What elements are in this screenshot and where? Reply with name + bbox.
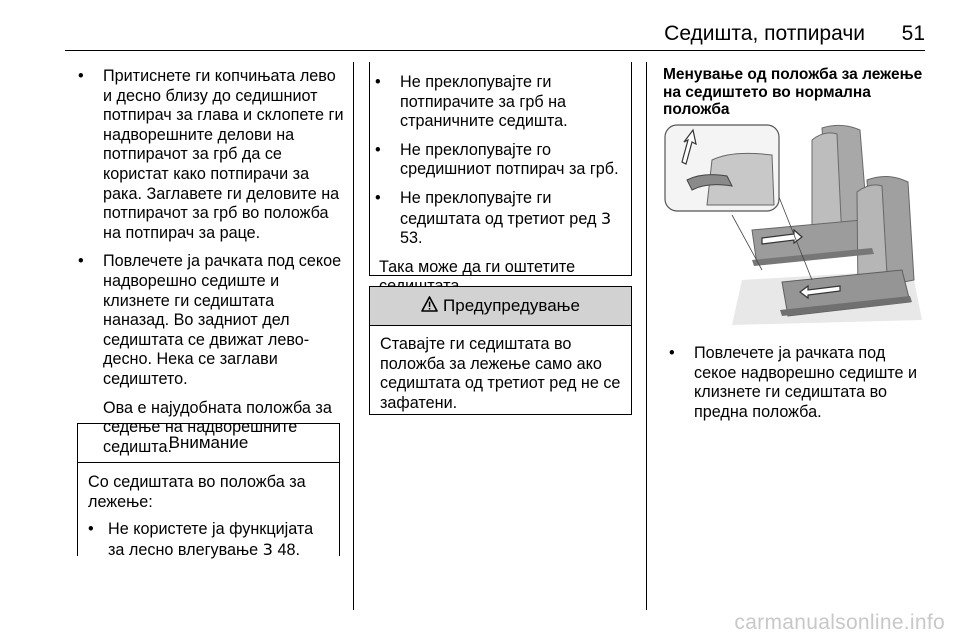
footer-watermark: carmanualsonline.info [734,611,945,634]
caution-title: Внимание [78,424,339,463]
warning-title: Предупредување [443,296,580,315]
section-heading: Менување од положба за лежење на седиштето во нормална положба [663,66,923,118]
bullet-text: Повлечете ја рачката под секое надворешно седиште и клизнете ги седиштата наназад. Во задниот дел седиштата се движат лево-десно. Нека се заглави седиштето. [103,252,342,388]
bullet-icon: • [78,67,84,85]
bullet-icon: • [375,73,381,91]
page-reference: 48. [277,540,300,559]
list-item [663,344,928,422]
page-number: 51 [901,22,925,45]
bullet-text: Не преклопувајте го средишниот потпирач за грб. [400,140,619,179]
column-divider-2 [646,62,647,610]
list-item [72,252,344,389]
list-item [72,67,344,243]
page-reference: 53. [400,229,423,248]
column-1 [72,67,344,457]
warning-triangle-icon [421,296,438,317]
bullet-text: Не користете ја функцијата за лесно влегување [108,520,314,559]
list-item [88,520,329,560]
list-item [369,73,627,132]
bullet-text: Притиснете ги копчињата лево и десно близу до седишниот потпирач за глава и склопете ги надворешните делови на потпирачот за грб да се користат како потпирачи за рака. Заглавете ги деловите на потпирачот за грб во положба на потпирач за раце. [103,67,344,242]
column-3 [663,66,928,119]
caution-box [77,423,340,559]
paragraph: Така може да ги оштетите [379,257,576,276]
reference-arrow-icon: 3 [600,208,612,228]
bullet-icon: • [78,252,84,271]
warning-text: Ставајте ги седиштата во положба за лежење само ако седиштата од третиот ред не се зафатени. [380,335,621,412]
header-rule [65,50,925,51]
column-divider-1 [353,62,354,610]
paragraph: Ова е најудобната положба за седење на надворешните седишта. [103,398,332,456]
bullet-icon: • [375,140,381,159]
bullet-icon: • [375,188,381,207]
caution-text: Со седиштата во положба за лежење: [88,473,306,511]
bullet-icon: • [669,344,675,362]
page-header-title: Седишта, потпирачи [664,22,865,45]
column-3-list [663,344,928,431]
list-item [369,189,627,249]
bullet-text: Повлечете ја рачката под секое надворешно седиште и клизнете ги седиштата во предна положба. [694,344,918,421]
reference-arrow-icon: 3 [262,539,273,559]
bullet-icon: • [88,520,94,539]
bullet-text: Не преклопувајте ги потпирачите за грб на страничните седишта. [400,73,568,131]
warning-title-bar [370,287,631,326]
list-item [369,141,627,180]
seat-illustration [662,120,926,330]
column-2 [369,73,627,297]
bullet-text: Не преклопувајте ги седиштата од третиот ред [400,188,597,228]
warning-box [369,286,632,415]
